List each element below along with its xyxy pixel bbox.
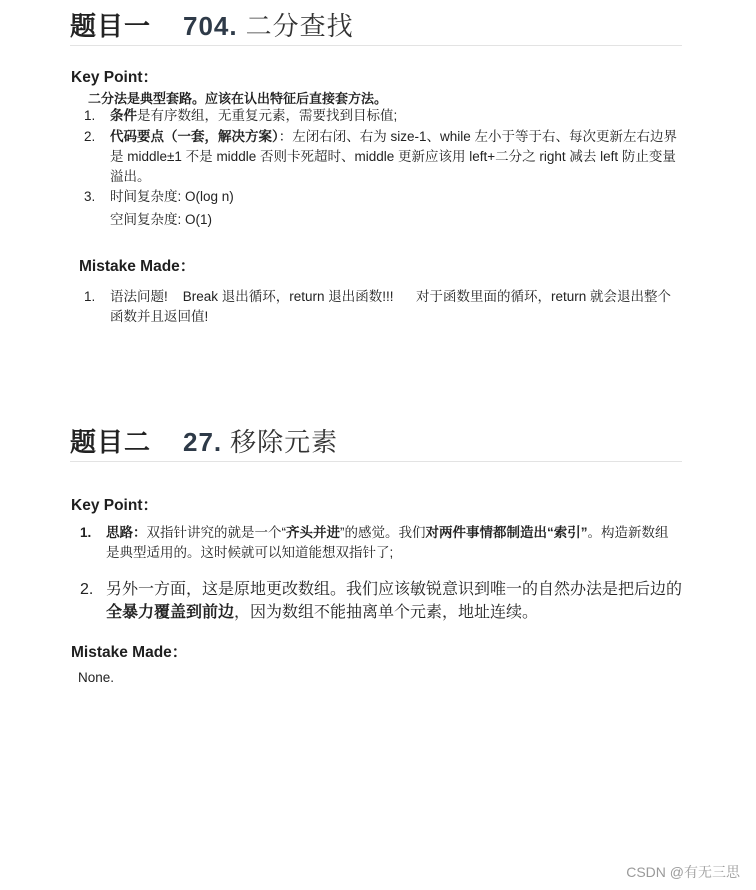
section2-label: 题目二 (70, 427, 152, 457)
section2-mistake-heading: Mistake Made： (71, 644, 188, 661)
section1-summary: 二分法是典型套路。应该在认出特征后直接套方法。 (88, 91, 388, 106)
space-complexity: 空间复杂度: O(1) (110, 212, 213, 227)
list-item: 1. 思路：双指针讲究的就是一个“齐头并进”的感觉。我们对两件事情都制造出“索引”。构造新数组是典型适用的。这时候就可以知道能想双指针了; (80, 525, 669, 560)
section2-keypoint-heading: Key Point： (71, 497, 158, 514)
section1-label: 题目一 (70, 11, 152, 41)
section2-mistake-text: None. (78, 670, 115, 685)
section1-mistake-heading: Mistake Made： (79, 258, 196, 275)
section1-number: 704. (183, 11, 238, 41)
section1-keypoint-heading: Key Point： (71, 69, 158, 86)
list-item: 3. 时间复杂度: O(log n) (84, 189, 234, 204)
section2-number: 27. (183, 427, 223, 457)
section1-title (70, 6, 682, 46)
list-item: 1. 条件是有序数组，无重复元素，需要找到目标值; (84, 108, 398, 123)
section2-title (70, 422, 682, 462)
section1-name: 二分查找 (245, 11, 354, 41)
csdn-watermark: CSDN @有无三思 (626, 864, 740, 880)
list-item: 2. 另外一方面，这是原地更改数组。我们应该敏锐意识到唯一的自然办法是把后边的全暴力覆盖到前边，因为数组不能抽离单个元素，地址连续。 (80, 581, 683, 621)
list-item: 1. 语法问题! Break 退出循环，return 退出函数!!! 对于函数里面的循环，return 就会退出整个函数并且返回值! (84, 289, 672, 324)
section2-name: 移除元素 (230, 427, 339, 457)
list-item: 2. 代码要点（一套，解决方案）：左闭右闭、右为 size-1、while 左小于等于右、每次更新左右边界是 middle±1 不是 middle 否则卡死超时、middle 更新应该用 left+二分之 right 减去 left 防止变量溢出。 (84, 129, 678, 184)
